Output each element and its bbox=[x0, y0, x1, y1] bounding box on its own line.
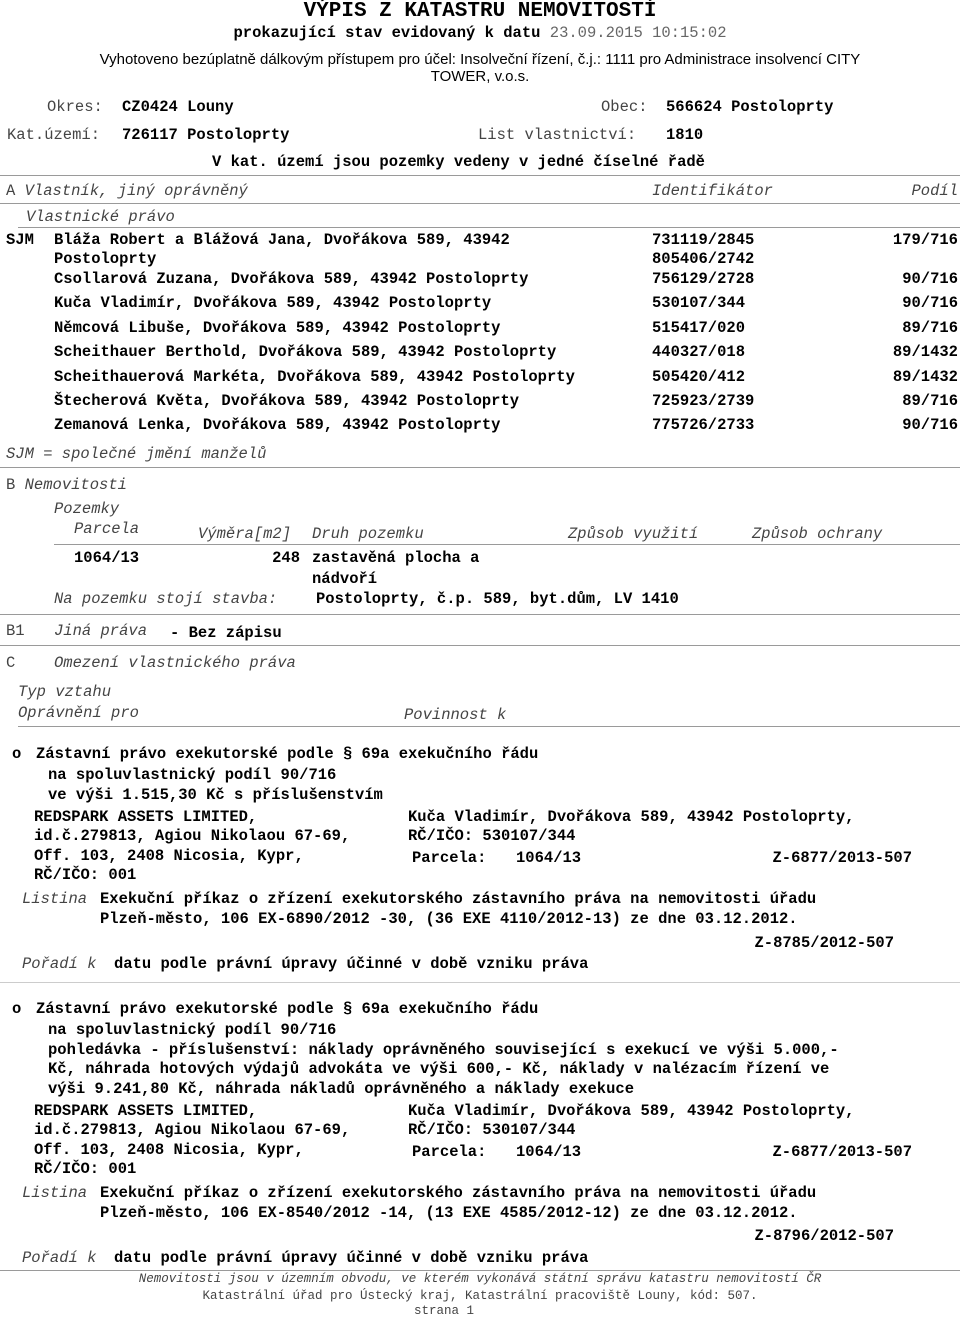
obec-value: 566624 Postoloprty bbox=[666, 98, 834, 116]
owner-name-cont: Postoloprty bbox=[54, 250, 157, 268]
entry-heading: Zástavní právo exekutorské podle § 69a exekučního řádu bbox=[36, 745, 539, 763]
order-value: datu podle právní úpravy účinné v době vzniku práva bbox=[114, 1249, 589, 1267]
col-use: Způsob využití bbox=[568, 525, 699, 543]
section-a-title: Vlastník, jiný oprávněný bbox=[24, 182, 248, 200]
section-a-divider bbox=[0, 203, 960, 204]
listina-text: Exekuční příkaz o zřízení exekutorského zástavního práva na nemovitosti úřadu bbox=[100, 1184, 817, 1202]
owner-id: 756129/2728 bbox=[652, 270, 755, 288]
owner-share: 89/716 bbox=[902, 392, 958, 410]
debtor-parcel-value: 1064/13 bbox=[516, 849, 582, 867]
prepared-note-line1: Vyhotoveno bezúplatně dálkovým přístupem pro účel: Insolveční řízení, č.j.: 1111 pro Administrace insolvencí CITY bbox=[99, 51, 861, 68]
owner-id: 505420/412 bbox=[652, 368, 746, 386]
other-rights-label: Jiná práva bbox=[54, 622, 148, 640]
section-c-title: Omezení vlastnického práva bbox=[54, 654, 296, 672]
col-identifier: Identifikátor bbox=[652, 182, 773, 200]
creditor-line: REDSPARK ASSETS LIMITED, bbox=[34, 808, 258, 826]
listina-label: Listina bbox=[22, 890, 88, 908]
listina-ref: Z-8785/2012-507 bbox=[754, 934, 894, 952]
col-land-type: Druh pozemku bbox=[312, 525, 424, 543]
lv-label: List vlastnictví: bbox=[478, 126, 637, 144]
section-b-header bbox=[6, 476, 127, 494]
owner-id: 775726/2733 bbox=[652, 416, 755, 434]
parcel-type-line2: nádvoří bbox=[312, 570, 378, 588]
page-number: strana 1 bbox=[413, 1304, 474, 1318]
entry-desc: ve výši 1.515,30 Kč s příslušenstvím bbox=[48, 786, 383, 804]
owner-name: Němcová Libuše, Dvořákova 589, 43942 Postoloprty bbox=[54, 319, 501, 337]
footer-line1: Nemovitosti jsou v územním obvodu, ve kterém vykonává státní správu katastru nemovitostí ČR bbox=[138, 1272, 822, 1286]
owner-name: Štecherová Květa, Dvořákova 589, 43942 Postoloprty bbox=[54, 392, 520, 410]
creditor-line: REDSPARK ASSETS LIMITED, bbox=[34, 1102, 258, 1120]
order-label: Pořadí k bbox=[22, 955, 97, 973]
listina-text: Plzeň-město, 106 EX-6890/2012 -30, (36 EXE 4110/2012-13) ze dne 03.12.2012. bbox=[100, 910, 798, 928]
listina-text: Exekuční příkaz o zřízení exekutorského zástavního práva na nemovitosti úřadu bbox=[100, 890, 817, 908]
creditor-line: Off. 103, 2408 Nicosia, Kypr, bbox=[34, 1141, 304, 1159]
section-b1-end-divider bbox=[0, 645, 960, 646]
debtor-parcel-value: 1064/13 bbox=[516, 1143, 582, 1161]
creditor-line: RČ/IČO: 001 bbox=[34, 866, 137, 884]
section-b1-letter: B1 bbox=[6, 622, 25, 640]
creditor-line: RČ/IČO: 001 bbox=[34, 1160, 137, 1178]
owner-name: Scheithauer Berthold, Dvořákova 589, 43942 Postoloprty bbox=[54, 343, 557, 361]
owner-id: 731119/2845 bbox=[652, 231, 755, 249]
okres-label: Okres: bbox=[47, 98, 103, 116]
owner-name: Scheithauerová Markéta, Dvořákova 589, 43942 Postoloprty bbox=[54, 368, 575, 386]
section-a-letter: A bbox=[6, 182, 16, 200]
owner-id: 515417/020 bbox=[652, 319, 746, 337]
owner-id: 440327/018 bbox=[652, 343, 746, 361]
document-title: VÝPIS Z KATASTRU NEMOVITOSTÍ bbox=[303, 0, 657, 23]
owner-share: 90/716 bbox=[902, 294, 958, 312]
parcel-divider bbox=[54, 544, 960, 545]
entry-ref: Z-6877/2013-507 bbox=[772, 1143, 912, 1161]
land-subheader: Pozemky bbox=[54, 500, 120, 518]
entry-desc: na spoluvlastnický podíl 90/716 bbox=[48, 1021, 337, 1039]
building-value: Postoloprty, č.p. 589, byt.dům, LV 1410 bbox=[316, 590, 679, 608]
listina-text: Plzeň-město, 106 EX-8540/2012 -14, (13 EXE 4585/2012-12) ze dne 03.12.2012. bbox=[100, 1204, 798, 1222]
col-area: Výměra[m2] bbox=[198, 525, 292, 543]
col-protection: Způsob ochrany bbox=[752, 525, 883, 543]
owner-share: 90/716 bbox=[902, 270, 958, 288]
entry-desc: na spoluvlastnický podíl 90/716 bbox=[48, 766, 337, 784]
listina-label: Listina bbox=[22, 1184, 88, 1202]
section-a-end-divider bbox=[0, 467, 960, 468]
owner-share: 90/716 bbox=[902, 416, 958, 434]
entry-bullet: o bbox=[12, 1000, 22, 1018]
header-divider bbox=[0, 175, 960, 176]
order-value: datu podle právní úpravy účinné v době vzniku práva bbox=[114, 955, 589, 973]
entry-heading: Zástavní právo exekutorské podle § 69a exekučního řádu bbox=[36, 1000, 539, 1018]
owner-share: 89/1432 bbox=[892, 368, 958, 386]
parcel-area: 248 bbox=[272, 549, 300, 567]
col-obligation: Povinnost k bbox=[404, 706, 507, 724]
owner-id: 725923/2739 bbox=[652, 392, 755, 410]
entry-bullet: o bbox=[12, 745, 22, 763]
subtitle-datetime: 23.09.2015 10:15:02 bbox=[549, 24, 727, 42]
entry-divider bbox=[0, 982, 960, 983]
col-entitled: Oprávnění pro bbox=[18, 704, 139, 722]
col-relation-type: Typ vztahu bbox=[18, 683, 112, 701]
debtor-parcel-label: Parcela: bbox=[412, 1143, 487, 1161]
creditor-line: id.č.279813, Agiou Nikolaou 67-69, bbox=[34, 827, 351, 845]
sjm-tag: SJM bbox=[6, 231, 34, 249]
subtitle-prefix: prokazující stav evidovaný k datu bbox=[233, 24, 550, 42]
other-rights-value: - Bez zápisu bbox=[170, 624, 282, 642]
owner-name: Zemanová Lenka, Dvořákova 589, 43942 Postoloprty bbox=[54, 416, 501, 434]
col-parcel: Parcela bbox=[74, 520, 140, 538]
parcel-type-line1: zastavěná plocha a bbox=[312, 549, 480, 567]
debtor-line: RČ/IČO: 530107/344 bbox=[408, 827, 576, 845]
owner-id-2: 805406/2742 bbox=[652, 250, 755, 268]
section-a-header bbox=[6, 182, 248, 200]
creditor-line: Off. 103, 2408 Nicosia, Kypr, bbox=[34, 847, 304, 865]
creditor-line: id.č.279813, Agiou Nikolaou 67-69, bbox=[34, 1121, 351, 1139]
entry-desc: Kč, náhrada hotových výdajů advokáta ve výši 600,- Kč, náklady v nalézacím řízení ve bbox=[48, 1060, 830, 1078]
owner-id: 530107/344 bbox=[652, 294, 746, 312]
section-b-end-divider bbox=[0, 614, 960, 615]
debtor-line: Kuča Vladimír, Dvořákova 589, 43942 Postoloprty, bbox=[408, 1102, 855, 1120]
owner-share: 89/716 bbox=[902, 319, 958, 337]
debtor-line: Kuča Vladimír, Dvořákova 589, 43942 Postoloprty, bbox=[408, 808, 855, 826]
okres-value: CZ0424 Louny bbox=[122, 98, 234, 116]
owner-share: 179/716 bbox=[892, 231, 958, 249]
entry-ref: Z-6877/2013-507 bbox=[772, 849, 912, 867]
katuzemi-value: 726117 Postoloprty bbox=[122, 126, 290, 144]
document-subtitle bbox=[0, 24, 960, 42]
sjm-note: SJM = společné jmění manželů bbox=[6, 445, 267, 463]
entry-desc: pohledávka - příslušenství: náklady oprávněného související s exekucí ve výši 5.000,- bbox=[48, 1041, 839, 1059]
obec-label: Obec: bbox=[601, 98, 648, 116]
section-b-letter: B bbox=[6, 476, 16, 494]
prepared-note-line2: TOWER, v.o.s. bbox=[430, 68, 530, 85]
listina-ref: Z-8796/2012-507 bbox=[754, 1227, 894, 1245]
section-c-letter: C bbox=[6, 654, 16, 672]
order-label: Pořadí k bbox=[22, 1249, 97, 1267]
numbering-note: V kat. území jsou pozemky vedeny v jedné číselné řadě bbox=[212, 153, 705, 171]
ownership-divider bbox=[18, 227, 960, 228]
owner-name: Bláža Robert a Blážová Jana, Dvořákova 589, 43942 bbox=[54, 231, 510, 249]
parcel-number: 1064/13 bbox=[74, 549, 140, 567]
owner-share: 89/1432 bbox=[892, 343, 958, 361]
section-b-title: Nemovitosti bbox=[24, 476, 127, 494]
debtor-line: RČ/IČO: 530107/344 bbox=[408, 1121, 576, 1139]
debtor-parcel-label: Parcela: bbox=[412, 849, 487, 867]
ownership-subheader: Vlastnické právo bbox=[26, 208, 175, 226]
lv-value: 1810 bbox=[666, 126, 704, 144]
section-c-divider bbox=[18, 726, 960, 727]
building-label: Na pozemku stojí stavba: bbox=[54, 590, 278, 608]
owner-name: Kuča Vladimír, Dvořákova 589, 43942 Postoloprty bbox=[54, 294, 492, 312]
col-share: Podíl bbox=[911, 182, 958, 200]
owner-name: Csollarová Zuzana, Dvořákova 589, 43942 Postoloprty bbox=[54, 270, 529, 288]
footer-line2: Katastrální úřad pro Ústecký kraj, Katastrální pracoviště Louny, kód: 507. bbox=[202, 1289, 758, 1303]
katuzemi-label: Kat.území: bbox=[7, 126, 101, 144]
footer-divider bbox=[0, 1270, 960, 1271]
entry-desc: výši 9.241,80 Kč, náhrada nákladů oprávněného a náklady exekuce bbox=[48, 1080, 634, 1098]
